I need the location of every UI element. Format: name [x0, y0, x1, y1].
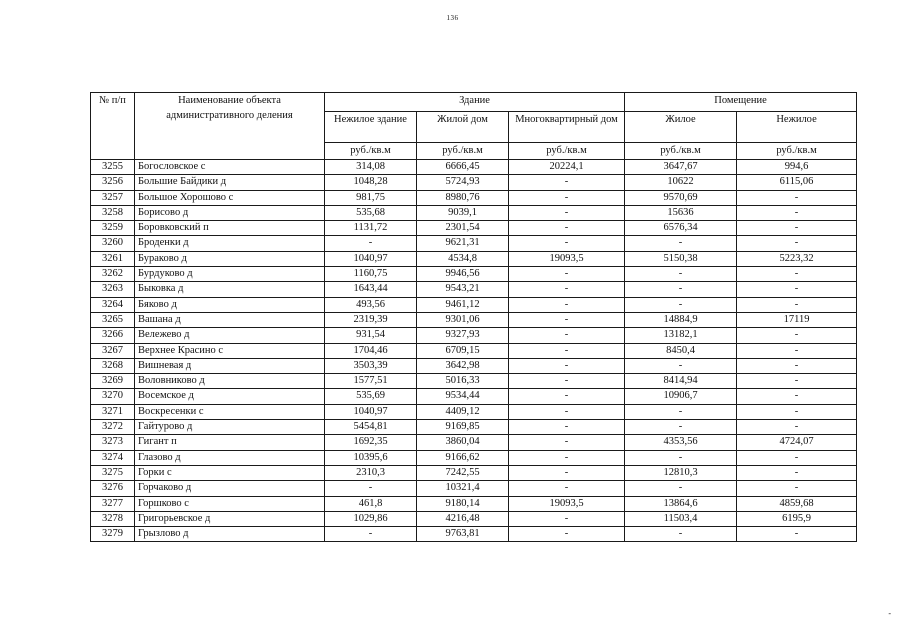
row-non-residential-building: 2319,39 [325, 312, 417, 327]
table-row [91, 527, 857, 542]
row-number: 3274 [91, 450, 135, 465]
row-residential-premises: - [625, 282, 737, 297]
row-apartment-building: - [509, 236, 625, 251]
row-non-residential-premises: - [737, 420, 857, 435]
row-non-residential-building: 1692,35 [325, 435, 417, 450]
row-name: Вишневая д [135, 358, 325, 373]
table-row [91, 496, 857, 511]
row-apartment-building: - [509, 328, 625, 343]
row-non-residential-building: 1577,51 [325, 374, 417, 389]
row-residential-premises: - [625, 404, 737, 419]
table-row [91, 221, 857, 236]
row-non-residential-premises: - [737, 190, 857, 205]
row-apartment-building: - [509, 205, 625, 220]
row-non-residential-premises: - [737, 297, 857, 312]
row-name: Грызлово д [135, 527, 325, 542]
row-name: Гайтурово д [135, 420, 325, 435]
row-residential-premises: - [625, 358, 737, 373]
table-row [91, 404, 857, 419]
row-residential-house: 9543,21 [417, 282, 509, 297]
row-residential-house: 2301,54 [417, 221, 509, 236]
header-non-residential-building: Нежилое здание [325, 112, 417, 143]
row-non-residential-building: 1048,28 [325, 175, 417, 190]
table-row [91, 251, 857, 266]
table-row [91, 343, 857, 358]
row-number: 3263 [91, 282, 135, 297]
row-residential-house: 9180,14 [417, 496, 509, 511]
row-apartment-building: - [509, 358, 625, 373]
row-apartment-building: - [509, 465, 625, 480]
row-apartment-building: - [509, 190, 625, 205]
row-non-residential-premises: - [737, 465, 857, 480]
row-apartment-building: - [509, 420, 625, 435]
row-name: Глазово д [135, 450, 325, 465]
row-number: 3272 [91, 420, 135, 435]
row-apartment-building: - [509, 312, 625, 327]
row-residential-house: 6709,15 [417, 343, 509, 358]
row-residential-house: 6666,45 [417, 160, 509, 175]
row-name: Воловниково д [135, 374, 325, 389]
row-name: Григорьевское д [135, 511, 325, 526]
row-residential-house: 9461,12 [417, 297, 509, 312]
row-residential-house: 7242,55 [417, 465, 509, 480]
row-name: Большие Байдики д [135, 175, 325, 190]
row-apartment-building: - [509, 267, 625, 282]
row-number: 3279 [91, 527, 135, 542]
table-row [91, 465, 857, 480]
corner-mark: - [888, 609, 891, 618]
row-residential-house: 3642,98 [417, 358, 509, 373]
row-number: 3264 [91, 297, 135, 312]
row-name: Броденки д [135, 236, 325, 251]
row-non-residential-premises: 4859,68 [737, 496, 857, 511]
row-name: Борисово д [135, 205, 325, 220]
row-name: Горки с [135, 465, 325, 480]
table-row [91, 236, 857, 251]
row-apartment-building: - [509, 282, 625, 297]
row-non-residential-premises: - [737, 404, 857, 419]
row-residential-house: 9039,1 [417, 205, 509, 220]
row-residential-premises: - [625, 297, 737, 312]
table-row [91, 358, 857, 373]
table-row [91, 450, 857, 465]
header-name: Наименование объекта административного деления [135, 93, 325, 160]
row-non-residential-premises: - [737, 481, 857, 496]
row-residential-premises: 10622 [625, 175, 737, 190]
header-unit: руб./кв.м [325, 143, 417, 160]
row-non-residential-building: 461,8 [325, 496, 417, 511]
row-name: Воскресенки с [135, 404, 325, 419]
row-non-residential-building: 535,68 [325, 205, 417, 220]
row-residential-premises: - [625, 420, 737, 435]
row-number: 3271 [91, 404, 135, 419]
row-non-residential-premises: - [737, 221, 857, 236]
row-number: 3277 [91, 496, 135, 511]
row-number: 3278 [91, 511, 135, 526]
row-apartment-building: - [509, 389, 625, 404]
table-row [91, 435, 857, 450]
row-residential-house: 8980,76 [417, 190, 509, 205]
row-number: 3259 [91, 221, 135, 236]
row-residential-house: 4534,8 [417, 251, 509, 266]
row-apartment-building: - [509, 527, 625, 542]
row-non-residential-premises: 6195,9 [737, 511, 857, 526]
header-building: Здание [325, 93, 625, 112]
row-non-residential-building: 1160,75 [325, 267, 417, 282]
row-non-residential-premises: - [737, 267, 857, 282]
row-non-residential-building: 1643,44 [325, 282, 417, 297]
row-apartment-building: - [509, 435, 625, 450]
table-body [91, 160, 857, 542]
table-row [91, 511, 857, 526]
row-number: 3269 [91, 374, 135, 389]
row-number: 3255 [91, 160, 135, 175]
row-residential-house: 9946,56 [417, 267, 509, 282]
row-non-residential-building: - [325, 527, 417, 542]
header-residential-premises: Жилое [625, 112, 737, 143]
row-non-residential-building: 493,56 [325, 297, 417, 312]
row-residential-premises: 12810,3 [625, 465, 737, 480]
row-number: 3256 [91, 175, 135, 190]
row-non-residential-building: - [325, 481, 417, 496]
row-residential-premises: 15636 [625, 205, 737, 220]
header-residential-house: Жилой дом [417, 112, 509, 143]
row-number: 3260 [91, 236, 135, 251]
row-residential-premises: 8450,4 [625, 343, 737, 358]
row-name: Бяково д [135, 297, 325, 312]
row-name: Богословское с [135, 160, 325, 175]
row-apartment-building: 20224,1 [509, 160, 625, 175]
table-row [91, 389, 857, 404]
row-number: 3257 [91, 190, 135, 205]
row-residential-premises: 13864,6 [625, 496, 737, 511]
row-residential-house: 9327,93 [417, 328, 509, 343]
header-unit: руб./кв.м [625, 143, 737, 160]
row-name: Горчаково д [135, 481, 325, 496]
header-apartment-building: Многоквартирный дом [509, 112, 625, 143]
row-non-residential-premises: 17119 [737, 312, 857, 327]
row-non-residential-building: 5454,81 [325, 420, 417, 435]
row-non-residential-premises: - [737, 389, 857, 404]
row-number: 3276 [91, 481, 135, 496]
row-residential-premises: - [625, 236, 737, 251]
row-residential-premises: 11503,4 [625, 511, 737, 526]
row-residential-premises: - [625, 481, 737, 496]
row-residential-house: 5016,33 [417, 374, 509, 389]
page-number: 136 [446, 14, 459, 22]
row-non-residential-premises: - [737, 527, 857, 542]
row-non-residential-building: 3503,39 [325, 358, 417, 373]
row-residential-house: 4216,48 [417, 511, 509, 526]
row-non-residential-premises: 6115,06 [737, 175, 857, 190]
row-name: Вележево д [135, 328, 325, 343]
row-apartment-building: - [509, 175, 625, 190]
row-non-residential-building: 931,54 [325, 328, 417, 343]
row-number: 3275 [91, 465, 135, 480]
row-name: Бурдуково д [135, 267, 325, 282]
table-row [91, 160, 857, 175]
table-row [91, 282, 857, 297]
header-unit: руб./кв.м [417, 143, 509, 160]
row-number: 3266 [91, 328, 135, 343]
row-residential-premises: 14884,9 [625, 312, 737, 327]
row-name: Вашана д [135, 312, 325, 327]
row-residential-premises: 4353,56 [625, 435, 737, 450]
table-row [91, 312, 857, 327]
table-row [91, 481, 857, 496]
row-non-residential-premises: - [737, 282, 857, 297]
row-residential-premises: 13182,1 [625, 328, 737, 343]
row-name: Боровковский п [135, 221, 325, 236]
row-non-residential-premises: 4724,07 [737, 435, 857, 450]
row-name: Большое Хорошово с [135, 190, 325, 205]
row-residential-premises: 5150,38 [625, 251, 737, 266]
row-non-residential-building: 535,69 [325, 389, 417, 404]
row-residential-house: 9166,62 [417, 450, 509, 465]
row-residential-house: 9621,31 [417, 236, 509, 251]
row-residential-house: 5724,93 [417, 175, 509, 190]
row-apartment-building: - [509, 481, 625, 496]
row-number: 3267 [91, 343, 135, 358]
header-premises: Помещение [625, 93, 857, 112]
row-apartment-building: - [509, 511, 625, 526]
cadastral-value-table [90, 92, 857, 542]
row-non-residential-premises: - [737, 343, 857, 358]
row-residential-house: 9534,44 [417, 389, 509, 404]
row-residential-house: 3860,04 [417, 435, 509, 450]
row-number: 3268 [91, 358, 135, 373]
row-residential-house: 9763,81 [417, 527, 509, 542]
row-apartment-building: - [509, 450, 625, 465]
row-residential-premises: 8414,94 [625, 374, 737, 389]
row-non-residential-building: 1040,97 [325, 404, 417, 419]
row-name: Бураково д [135, 251, 325, 266]
row-apartment-building: - [509, 297, 625, 312]
row-non-residential-building: - [325, 236, 417, 251]
row-apartment-building: 19093,5 [509, 251, 625, 266]
row-non-residential-building: 314,08 [325, 160, 417, 175]
row-name: Верхнее Красино с [135, 343, 325, 358]
row-residential-premises: - [625, 450, 737, 465]
table-row [91, 420, 857, 435]
row-non-residential-building: 1131,72 [325, 221, 417, 236]
table-row [91, 328, 857, 343]
table-row [91, 267, 857, 282]
header-non-residential-premises: Нежилое [737, 112, 857, 143]
row-non-residential-premises: 5223,32 [737, 251, 857, 266]
row-residential-house: 10321,4 [417, 481, 509, 496]
header-unit: руб./кв.м [737, 143, 857, 160]
row-non-residential-premises: - [737, 328, 857, 343]
row-residential-house: 4409,12 [417, 404, 509, 419]
row-residential-premises: - [625, 267, 737, 282]
header-unit: руб./кв.м [509, 143, 625, 160]
row-number: 3273 [91, 435, 135, 450]
row-non-residential-premises: - [737, 450, 857, 465]
row-residential-house: 9169,85 [417, 420, 509, 435]
row-number: 3265 [91, 312, 135, 327]
row-name: Восемское д [135, 389, 325, 404]
table-row [91, 374, 857, 389]
table-row [91, 190, 857, 205]
row-apartment-building: - [509, 343, 625, 358]
row-residential-house: 9301,06 [417, 312, 509, 327]
row-non-residential-premises: - [737, 236, 857, 251]
row-residential-premises: 10906,7 [625, 389, 737, 404]
row-number: 3262 [91, 267, 135, 282]
row-name: Горшково с [135, 496, 325, 511]
row-number: 3270 [91, 389, 135, 404]
row-apartment-building: - [509, 374, 625, 389]
table-row [91, 297, 857, 312]
row-non-residential-premises: - [737, 374, 857, 389]
row-apartment-building: - [509, 404, 625, 419]
row-non-residential-building: 1704,46 [325, 343, 417, 358]
row-non-residential-premises: - [737, 358, 857, 373]
row-non-residential-building: 10395,6 [325, 450, 417, 465]
row-residential-premises: 3647,67 [625, 160, 737, 175]
row-number: 3261 [91, 251, 135, 266]
header-number: № п/п [91, 93, 135, 160]
row-name: Быковка д [135, 282, 325, 297]
row-non-residential-building: 1029,86 [325, 511, 417, 526]
table-row [91, 205, 857, 220]
row-number: 3258 [91, 205, 135, 220]
row-residential-premises: 6576,34 [625, 221, 737, 236]
row-apartment-building: 19093,5 [509, 496, 625, 511]
row-residential-premises: 9570,69 [625, 190, 737, 205]
row-non-residential-premises: - [737, 205, 857, 220]
row-non-residential-building: 1040,97 [325, 251, 417, 266]
row-non-residential-building: 2310,3 [325, 465, 417, 480]
row-residential-premises: - [625, 527, 737, 542]
row-non-residential-building: 981,75 [325, 190, 417, 205]
row-apartment-building: - [509, 221, 625, 236]
row-name: Гигант п [135, 435, 325, 450]
table-row [91, 175, 857, 190]
row-non-residential-premises: 994,6 [737, 160, 857, 175]
